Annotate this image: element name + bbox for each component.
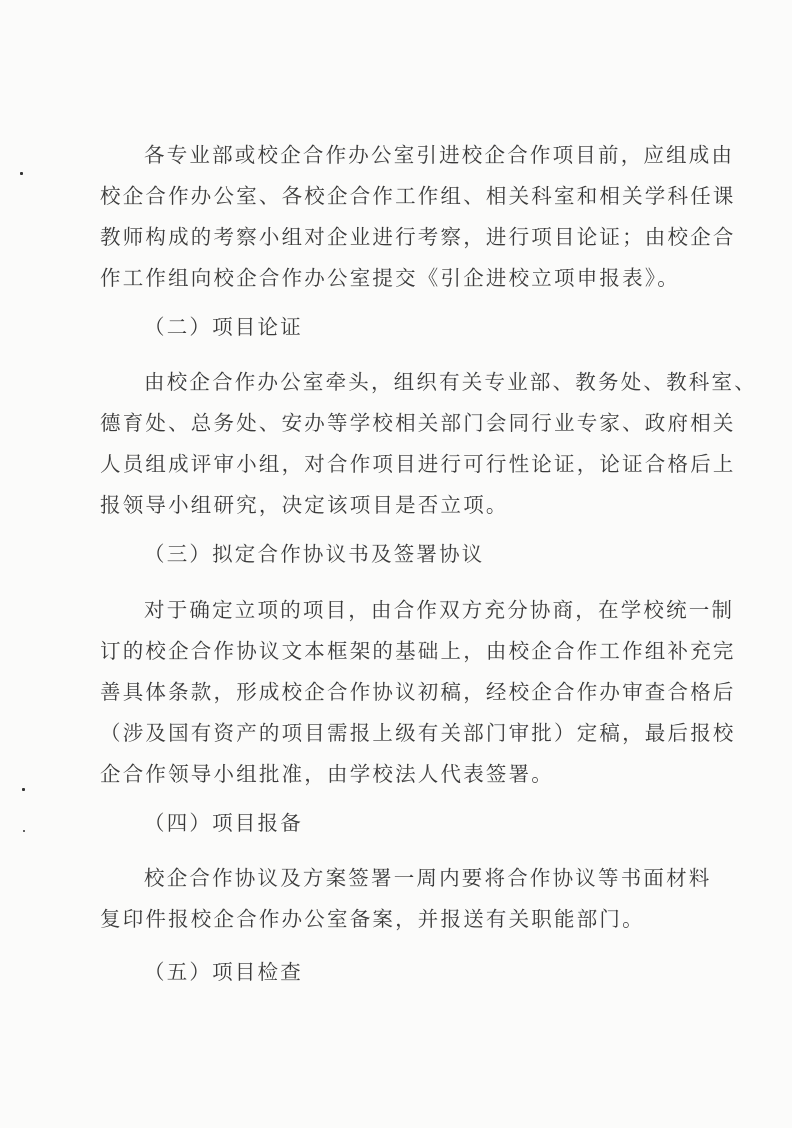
text-line: 对于确定立项的项目，由合作双方充分协商，在学校统一制 bbox=[144, 598, 735, 622]
text-line: 复印件报校企合作办公室备案，并报送有关职能部门。 bbox=[100, 907, 645, 931]
paragraph-project-introduction bbox=[100, 135, 736, 299]
text-line: 各专业部或校企合作办公室引进校企合作项目前，应组成由 bbox=[144, 143, 735, 167]
text-line: 教师构成的考察小组对企业进行考察，进行项目论证；由校企合 bbox=[100, 225, 736, 249]
section-heading-project-inspection bbox=[100, 952, 700, 993]
text-line: 企合作领导小组批准，由学校法人代表签署。 bbox=[100, 762, 554, 786]
paragraph-project-review bbox=[100, 362, 757, 526]
scan-speck bbox=[23, 830, 25, 832]
heading-text: （四）项目报备 bbox=[144, 811, 303, 835]
text-line: 校企合作协议及方案签署一周内要将合作协议等书面材料 bbox=[144, 866, 712, 890]
scan-speck bbox=[22, 788, 25, 791]
heading-text: （五）项目检查 bbox=[144, 960, 303, 984]
text-line: 报领导小组研究，决定该项目是否立项。 bbox=[100, 493, 509, 517]
text-line: 人员组成评审小组，对合作项目进行可行性论证，论证合格后上 bbox=[100, 452, 736, 476]
scan-speck bbox=[20, 172, 23, 175]
text-line: 德育处、总务处、安办等学校相关部门会同行业专家、政府相关 bbox=[100, 411, 736, 435]
text-line: 由校企合作办公室牵头，组织有关专业部、教务处、教科室、 bbox=[144, 370, 757, 394]
text-line: 作工作组向校企合作办公室提交《引企进校立项申报表》。 bbox=[100, 266, 680, 290]
heading-text: （二）项目论证 bbox=[144, 315, 303, 339]
section-heading-project-review bbox=[100, 307, 700, 348]
paragraph-draft-agreement bbox=[100, 590, 736, 795]
text-line: 校企合作办公室、各校企合作工作组、相关科室和相关学科任课 bbox=[100, 184, 736, 208]
section-heading-project-filing bbox=[100, 803, 700, 844]
section-heading-draft-agreement bbox=[100, 534, 700, 575]
heading-text: （三）拟定合作协议书及签署协议 bbox=[144, 542, 485, 566]
paragraph-project-filing bbox=[100, 858, 712, 940]
text-line: 善具体条款，形成校企合作协议初稿，经校企合作办审查合格后 bbox=[100, 680, 736, 704]
text-line: 订的校企合作协议文本框架的基础上，由校企合作工作组补充完 bbox=[100, 639, 736, 663]
text-line: （涉及国有资产的项目需报上级有关部门审批）定稿，最后报校 bbox=[100, 721, 736, 745]
